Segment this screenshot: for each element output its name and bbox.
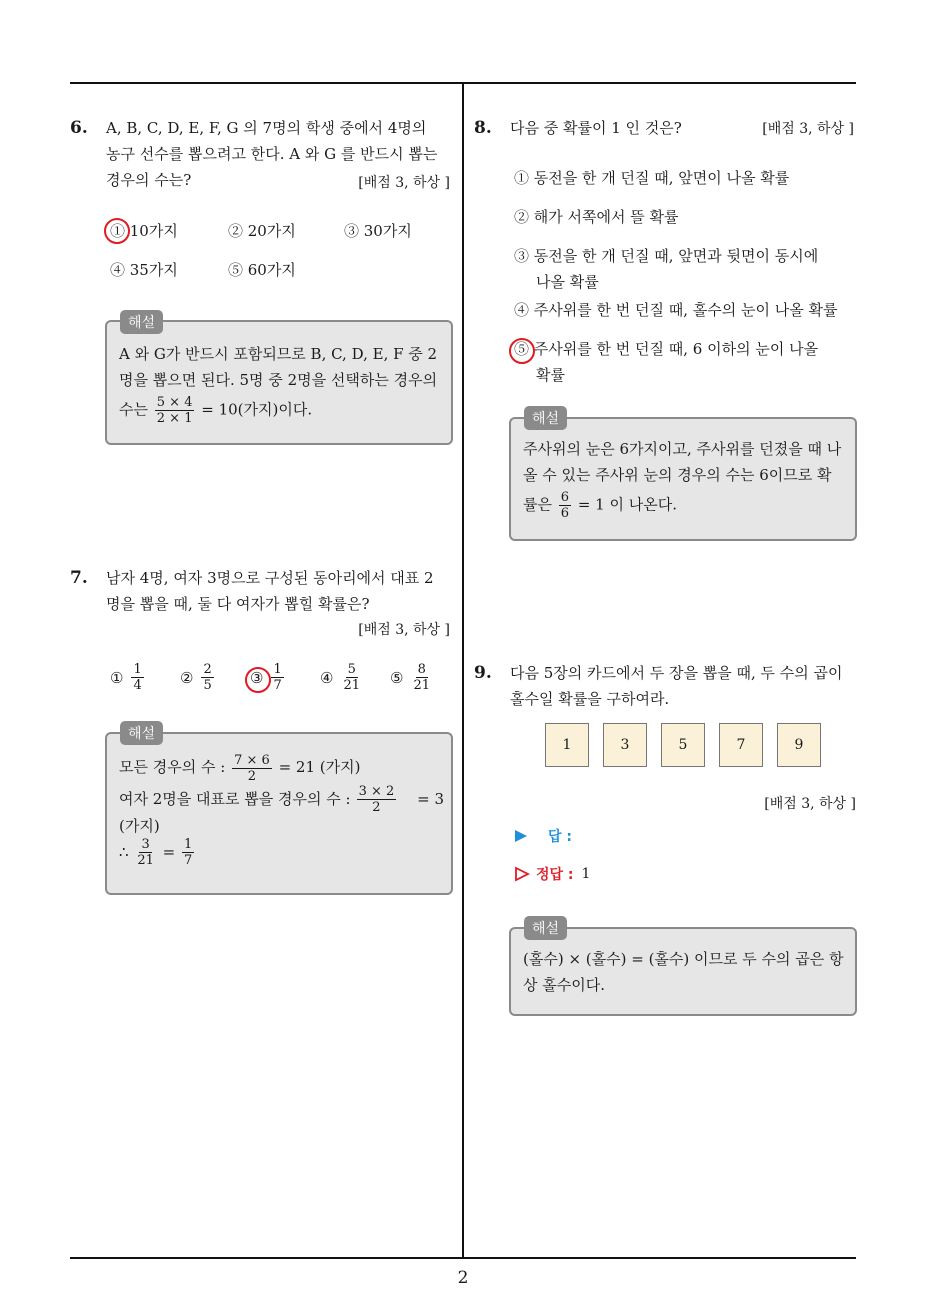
q6-explain-line-1: A 와 G가 반드시 포함되므로 B, C, D, E, F 중 2: [119, 345, 438, 363]
q9-explanation-text: [523, 946, 848, 998]
fraction-numerator: 3 × 2: [358, 783, 395, 799]
number-card: 5: [661, 723, 705, 767]
number-card: 3: [603, 723, 647, 767]
q9-text: [510, 660, 855, 712]
fraction-denominator: 21: [413, 678, 430, 693]
q7-option-5-label: ⑤: [390, 668, 404, 687]
q9-answer-label: 답 :: [548, 829, 572, 845]
fraction-numerator: 7 × 6: [234, 752, 270, 768]
fraction-numerator: 1: [273, 662, 282, 677]
q6-explain-pre: 수는: [119, 400, 148, 419]
q6-option-3[interactable]: ③ 30가지: [344, 222, 412, 240]
q8-option-5[interactable]: [514, 336, 818, 388]
q7-option-3-fraction: [271, 662, 283, 693]
q7-option-1[interactable]: [110, 662, 146, 693]
q8-option-3-line-2: 나올 확률: [536, 273, 599, 291]
fraction-numerator: 1: [133, 662, 142, 677]
q7-number: 7.: [70, 568, 88, 588]
q8-explain-line-1: 주사위의 눈은 6가지이고, 주사위를 던졌을 때 나: [523, 440, 842, 458]
answer-mark-circle: [104, 218, 130, 244]
q7-line4-pre: ∴: [119, 842, 129, 861]
column-divider: [462, 83, 464, 1258]
q7-meta: [배점 3, 하상 ]: [358, 622, 450, 638]
answer-mark-circle: [509, 338, 535, 364]
q9-meta: [배점 3, 하상 ]: [764, 796, 856, 812]
q8-number: 8.: [474, 118, 492, 138]
q7-line1-post: = 21 (가지): [278, 758, 361, 776]
q6-line-1: A, B, C, D, E, F, G 의 7명의 학생 중에서 4명의: [106, 119, 427, 137]
q6-line-2: 농구 선수를 뽑으려고 한다. A 와 G 를 반드시 뽑는: [106, 145, 438, 163]
q6-explanation-tag: 해설: [120, 310, 163, 334]
q8-explain-line-3: [523, 490, 848, 521]
q6-option-1[interactable]: ① 10가지: [110, 222, 178, 240]
fraction-denominator: 7: [184, 853, 193, 868]
q8-meta: [배점 3, 하상 ]: [762, 121, 854, 137]
q8-option-2[interactable]: ② 해가 서쪽에서 뜰 확률: [514, 208, 679, 226]
q6-option-2[interactable]: ② 20가지: [228, 222, 296, 240]
q7-line1-pre: 모든 경우의 수 :: [119, 758, 226, 776]
q6-explain-line-3: [119, 395, 444, 426]
fraction-numerator: 5 × 4: [156, 395, 193, 410]
q7-option-2[interactable]: [180, 662, 216, 693]
q8-option-3-line-1: ③ 동전을 한 개 던질 때, 앞면과 뒷면이 동시에: [514, 247, 819, 265]
q6-explain-line-2: 명을 뽑으면 된다. 5명 중 2명을 선택하는 경우의: [119, 371, 438, 389]
q7-text: [106, 565, 451, 617]
q7-line1-fraction: [232, 753, 272, 784]
q9-number: 9.: [474, 663, 492, 683]
q7-line4-fraction-1: [135, 837, 156, 868]
q9-answer-row[interactable]: [514, 826, 572, 846]
q9-line-1: 다음 5장의 카드에서 두 장을 뽑을 때, 두 수의 곱이: [510, 664, 843, 682]
fraction-numerator: 1: [184, 837, 193, 852]
fraction-numerator: 3: [141, 837, 150, 852]
q7-option-2-label: ②: [180, 668, 194, 687]
q7-option-1-label: ①: [110, 668, 124, 687]
q8-option-5-line-1: ⑤ 주사위를 한 번 던질 때, 6 이하의 눈이 나올: [514, 340, 819, 358]
q9-correct-value: 1: [581, 866, 591, 882]
q6-option-5[interactable]: ⑤ 60가지: [228, 261, 296, 279]
q7-explanation-tag: 해설: [120, 721, 163, 745]
q8-explanation-text: [523, 436, 848, 521]
q6-explain-fraction: [155, 395, 195, 426]
q6-explain-post: = 10(가지)이다.: [201, 400, 313, 419]
fraction-denominator: 5: [203, 678, 212, 693]
q8-text: 다음 중 확률이 1 인 것은?: [510, 119, 682, 137]
q8-option-4[interactable]: ④ 주사위를 한 번 던질 때, 홀수의 눈이 나올 확률: [514, 301, 838, 319]
q7-line4-fraction-2: [182, 837, 194, 868]
q9-explain-line-1: (홀수) × (홀수) = (홀수) 이므로 두 수의 곱은 항: [523, 950, 844, 968]
q8-option-3[interactable]: [514, 243, 818, 295]
number-card: 7: [719, 723, 763, 767]
q6-meta: [배점 3, 하상 ]: [358, 175, 450, 191]
q7-option-4-label: ④: [320, 668, 334, 687]
fraction-numerator: 2: [203, 662, 212, 677]
q9-correct-row: [514, 864, 590, 884]
fraction-denominator: 2: [247, 768, 257, 784]
q7-line2-post: = 3: [417, 790, 444, 808]
fraction-numerator: 8: [417, 662, 426, 677]
q7-line-2: 명을 뽑을 때, 둘 다 여자가 뽑힐 확률은?: [106, 595, 370, 613]
fraction-denominator: 7: [273, 678, 282, 693]
q7-line2-fraction: [357, 784, 397, 815]
fraction-numerator: 6: [560, 490, 570, 505]
q6-option-4[interactable]: ④ 35가지: [110, 261, 178, 279]
q8-option-1[interactable]: ① 동전을 한 개 던질 때, 앞면이 나올 확률: [514, 169, 790, 187]
bottom-rule: [70, 1257, 856, 1259]
q8-option-5-line-2: 확률: [536, 366, 565, 384]
q8-explain-pre: 률은: [523, 495, 552, 514]
q6-number: 6.: [70, 118, 88, 138]
answer-mark-circle: [245, 667, 271, 693]
q7-explain-line-4: [119, 837, 444, 869]
q9-correct-label: 정답 :: [536, 867, 574, 883]
q7-option-4[interactable]: [320, 662, 364, 693]
fraction-denominator: 4: [133, 678, 142, 693]
q7-option-5-fraction: [411, 662, 432, 693]
q9-explain-line-2: 상 홀수이다.: [523, 976, 605, 994]
q7-option-2-fraction: [201, 662, 213, 693]
number-card: 9: [777, 723, 821, 767]
q7-line4-eq: =: [162, 842, 176, 861]
number-card: 1: [545, 723, 589, 767]
q8-explain-fraction: [559, 490, 571, 521]
q7-option-4-fraction: [341, 662, 362, 693]
fraction-denominator: 21: [137, 853, 154, 868]
q8-explanation-tag: 해설: [524, 406, 567, 430]
fraction-denominator: 21: [343, 678, 360, 693]
fraction-numerator: 5: [347, 662, 356, 677]
fraction-denominator: 6: [560, 506, 570, 521]
q7-option-1-fraction: [131, 662, 143, 693]
q8-explain-post: = 1 이 나온다.: [577, 495, 677, 514]
play-arrow-icon: [514, 829, 528, 843]
q7-explanation-text: [119, 752, 444, 868]
q6-line-3: 경우의 수는?: [106, 171, 192, 189]
q7-option-3-label: ③: [250, 668, 264, 687]
fraction-denominator: 2 × 1: [156, 411, 193, 426]
q8-explain-line-2: 올 수 있는 주사위 눈의 경우의 수는 6이므로 확: [523, 466, 832, 484]
q7-explain-line-3: (가지): [119, 816, 160, 835]
fraction-denominator: 2: [372, 799, 381, 815]
q6-explanation-text: [119, 341, 444, 426]
q9-line-2: 홀수일 확률을 구하여라.: [510, 690, 670, 708]
q9-explanation-tag: 해설: [524, 916, 567, 940]
q7-line-1: 남자 4명, 여자 3명으로 구성된 동아리에서 대표 2: [106, 569, 434, 587]
q7-option-5[interactable]: [390, 662, 434, 693]
q7-explain-line-2: [119, 784, 444, 815]
q7-line2-pre: 여자 2명을 대표로 뽑을 경우의 수 :: [119, 790, 351, 808]
outline-arrow-icon: [514, 866, 530, 882]
q7-explain-line-1: [119, 752, 444, 784]
page-number: 2: [457, 1268, 469, 1288]
